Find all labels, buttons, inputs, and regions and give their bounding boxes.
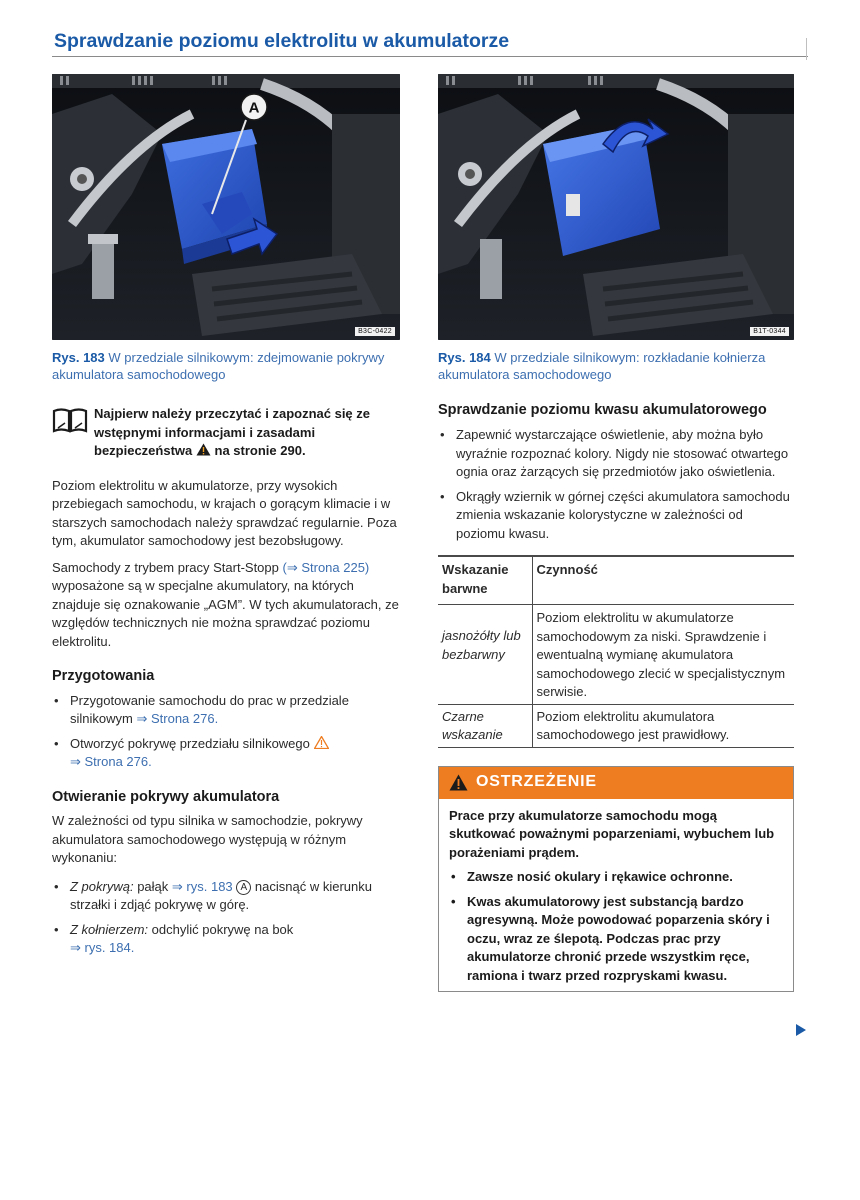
book-icon <box>52 407 88 433</box>
table-cell: Czarne wskazanie <box>438 704 532 747</box>
intro-paragraph: Poziom elektrolitu w akumulatorze, przy wysokich przebiegach samochodu, w krajach o gorącym klimacie i w starszych samochodach należy sprawdzać regularnie. Poza tym, akumulator samochodowy jest bezobsługowy. <box>52 477 397 548</box>
table-row <box>438 704 794 747</box>
warning-list <box>449 868 783 985</box>
figure-caption-text: W przedziale silnikowym: zdejmowanie pokrywy akumulatora samochodowego <box>52 350 385 382</box>
list-item: • Okrągły wziernik w górnej części akumulatora samochodu zmienia wskazanie kolorystyczne w zależności od poziomu kwasu. <box>438 488 794 544</box>
left-column <box>52 74 400 964</box>
notice-text: Najpierw należy przeczytać i zapoznać się ze wstępnymi informacjami i zasadami bezpieczeństwa <box>94 406 371 458</box>
table-row <box>438 605 794 705</box>
preparation-list <box>52 692 400 772</box>
table-header-row <box>438 556 794 605</box>
acid-check-heading: Sprawdzanie poziomu kwasu akumulatorowego <box>438 402 767 418</box>
warning-body <box>439 799 793 992</box>
figure-code: B1T-0344 <box>750 327 789 336</box>
figure-link-184[interactable]: ⇒ rys. 184. <box>70 940 135 955</box>
page-edge-mark <box>806 38 807 60</box>
list-item: • Zawsze nosić okulary i rękawice ochronne. <box>449 868 783 887</box>
page-title: Sprawdzanie poziomu elektrolitu w akumulatorze <box>54 30 510 52</box>
engine-bay-battery-cover-photo <box>52 74 400 340</box>
page-link-276[interactable]: ⇒ Strona 276. <box>70 754 152 769</box>
list-item: • Przygotowanie samochodu do prac w przedziale silnikowym ⇒ Strona 276. <box>52 692 400 729</box>
warning-intro: Prace przy akumulatorze samochodu mogą skutkować poważnymi poparzeniami, wybuchem lub porażeniami prądem. <box>449 807 775 860</box>
figure-link-183[interactable]: ⇒ rys. 183 <box>171 878 233 894</box>
warning-triangle-icon <box>314 736 329 749</box>
list-item: • Otworzyć pokrywę przedziału silnikowego ⇒ Strona 276. <box>52 735 400 772</box>
open-cover-paragraph: W zależności od typu silnika w samochodzie, pokrywy akumulatora samochodowego występują w różnym wykonaniu: <box>52 813 363 865</box>
figure-number: Rys. 184 <box>438 350 491 365</box>
read-first-notice <box>52 405 400 461</box>
right-column <box>438 74 794 992</box>
figure-number: Rys. 183 <box>52 350 105 365</box>
engine-bay-battery-flange-photo <box>438 74 794 340</box>
list-item: • Kwas akumulatorowy jest substancją bardzo agresywną. Może powodować poparzenia skóry i oczu, wraz ze ślepotą. Podczas prac przy akumulatorze chronić przede wszystkim ręce, ramiona i twarz przed rozpryskami kwasu. <box>449 893 783 986</box>
preparation-heading: Przygotowania <box>52 668 155 684</box>
table-cell: Poziom elektrolitu akumulatora samochodowego jest prawidłowy. <box>532 704 794 747</box>
acid-check-list <box>438 426 794 543</box>
warning-header <box>439 767 793 799</box>
column-header: Czynność <box>532 556 794 605</box>
open-cover-heading: Otwieranie pokrywy akumulatora <box>52 788 280 805</box>
figure-184-photo <box>438 74 794 340</box>
continue-arrow-icon <box>796 1024 806 1036</box>
page-link-225[interactable]: (⇒ Strona 225) <box>282 559 370 575</box>
callout-a-icon: A <box>236 880 251 895</box>
figure-184-caption <box>438 349 794 383</box>
notice-page-ref[interactable]: na stronie 290. <box>214 443 306 458</box>
page-link-276[interactable]: ⇒ Strona 276. <box>136 711 219 726</box>
list-item: • Z pokrywą: pałąk ⇒ rys. 183 A nacisnąć w kierunku strzałki i zdjąć pokrywę w górę. <box>52 878 400 915</box>
callout-a-label: A <box>248 99 260 117</box>
open-cover-list <box>52 878 400 958</box>
start-stop-paragraph: Samochody z trybem pracy Start-Stopp (⇒ Strona 225) wyposażone są w specjalne akumulatory, na których znajduje się oznakowanie „AGM”. W tych akumulatorach, ze względów technicznych nie można sprawdzać poziomu elektrolitu. <box>52 559 399 649</box>
title-divider <box>52 56 808 57</box>
indicator-table <box>438 555 794 748</box>
warning-triangle-icon <box>449 774 468 791</box>
warning-triangle-icon <box>196 443 211 456</box>
list-item: • Zapewnić wystarczające oświetlenie, aby można było wyraźnie rozpoznać kolory. Nigdy nie stosować otwartego ognia oraz żarzących się przedmiotów jako oświetlenia. <box>438 426 794 482</box>
warning-title: OSTRZEŻENIE <box>476 773 597 791</box>
figure-caption-text: W przedziale silnikowym: rozkładanie kołnierza akumulatora samochodowego <box>438 350 766 382</box>
column-header: Wskazanie barwne <box>438 556 532 605</box>
figure-183-photo <box>52 74 400 340</box>
figure-code: B3C-0422 <box>355 327 395 336</box>
table-cell: jasnożółty lub bezbarwny <box>438 605 532 705</box>
list-item: • Z kołnierzem: odchylić pokrywę na bok ⇒ rys. 184. <box>52 921 400 958</box>
warning-box <box>438 766 794 993</box>
figure-183-caption <box>52 349 400 383</box>
table-cell: Poziom elektrolitu w akumulatorze samochodowym za niski. Sprawdzenie i ewentualną wymianę akumulatora samochodowego zlecić w specjalistycznym serwisie. <box>536 610 786 699</box>
